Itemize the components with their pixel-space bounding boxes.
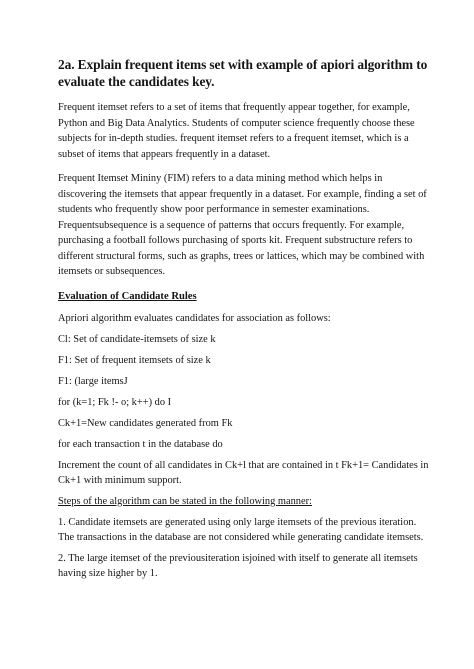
evaluation-line: Ck+1=New candidates generated from Fk bbox=[58, 417, 233, 429]
step-item: 2. The large itemset of the previousiteration isjoined with itself to generate all itemsets having size higher by 1. bbox=[58, 552, 418, 579]
evaluation-line: F1: Set of frequent itemsets of size k bbox=[58, 354, 211, 366]
evaluation-line: Cl: Set of candidate-itemsets of size k bbox=[58, 333, 216, 345]
evaluation-heading: Evaluation of Candidate Rules bbox=[58, 290, 197, 302]
evaluation-line: for each transaction t in the database do bbox=[58, 438, 223, 450]
evaluation-line: Increment the count of all candidates in Ck+l that are contained in t Fk+1= Candidates in Ck+1 with minimum support. bbox=[58, 459, 429, 486]
document-title: 2a. Explain frequent items set with example of apiori algorithm to evaluate the candidates key. bbox=[58, 57, 428, 89]
paragraph-frequent-itemset: Frequent itemset refers to a set of items that frequently appear together, for example, Python and Big Data Analytics. Students of computer science frequently choose these subjects for in-depth studies. frequent itemset refers to a frequent itemset, which is a subset of items that appears frequently in a dataset. bbox=[58, 102, 415, 160]
document-page bbox=[58, 56, 430, 587]
paragraph-fim: Frequent Itemset Mininy (FIM) refers to a data mining method which helps in discovering the itemsets that appear frequently in a dataset. For example, finding a set of students who frequently show poor performance in semester examinations. Frequentsubsequence is a sequence of patterns that occurs frequently. For example, purchasing a football follows purchasing of sports kit. Frequent substructure refers to different structural forms, such as graphs, trees or lattices, which may be combined with itemsets or subsequences. bbox=[58, 173, 427, 277]
evaluation-line: Apriori algorithm evaluates candidates for association as follows: bbox=[58, 312, 331, 324]
evaluation-line: for (k=1; Fk !- o; k++) do I bbox=[58, 396, 172, 408]
steps-heading: Steps of the algorithm can be stated in the following manner: bbox=[58, 495, 312, 507]
step-item: 1. Candidate itemsets are generated using only large itemsets of the previous iteration. The transactions in the database are not considered while generating candidate itemsets. bbox=[58, 516, 424, 543]
evaluation-line: F1: (large itemsJ bbox=[58, 375, 128, 387]
